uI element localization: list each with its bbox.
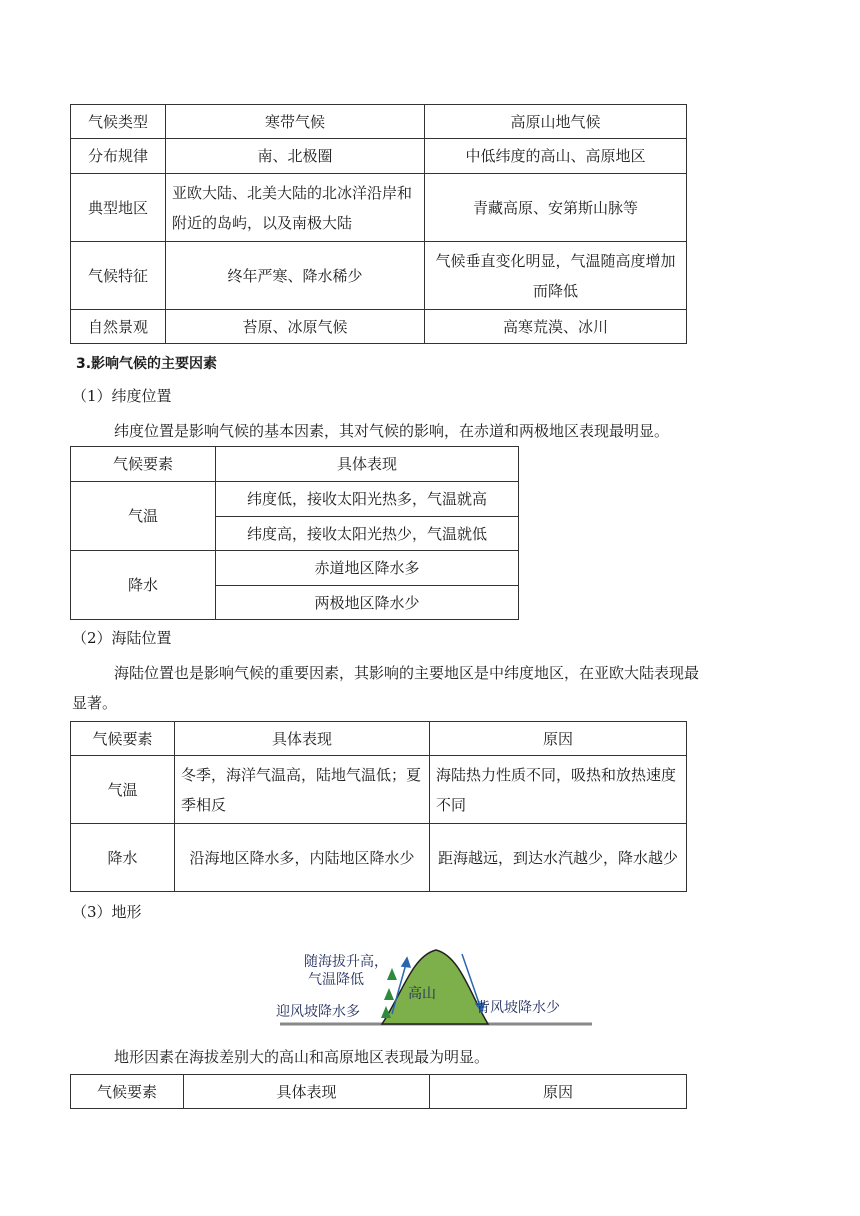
table-cell: 赤道地区降水多 bbox=[216, 551, 519, 586]
table-cell: 寒带气候 bbox=[166, 105, 425, 139]
diagram-label: 背风坡降水少 bbox=[476, 1000, 560, 1016]
table-header: 具体表现 bbox=[184, 1075, 430, 1109]
terrain-diagram bbox=[274, 944, 594, 1036]
table-cell: 气候类型 bbox=[71, 105, 166, 139]
table-row bbox=[71, 482, 519, 517]
table-cell: 终年严寒、降水稀少 bbox=[166, 242, 425, 310]
table-row bbox=[71, 1075, 687, 1109]
table-cell: 海陆热力性质不同，吸热和放热速度不同 bbox=[430, 756, 687, 824]
table-row bbox=[71, 174, 687, 242]
table-header: 具体表现 bbox=[175, 722, 430, 756]
table-cell: 纬度高，接收太阳光热少，气温就低 bbox=[216, 517, 519, 551]
subsection-heading: （1）纬度位置 bbox=[72, 387, 172, 405]
table-row bbox=[71, 242, 687, 310]
paragraph: 地形因素在海拔差别大的高山和高原地区表现最为明显。 bbox=[114, 1048, 490, 1066]
section-heading: 3.影响气候的主要因素 bbox=[76, 356, 218, 372]
table-cell: 南、北极圈 bbox=[166, 139, 425, 174]
table-row bbox=[71, 551, 519, 586]
table-row bbox=[71, 447, 519, 482]
terrain-table bbox=[70, 1074, 687, 1109]
table-row bbox=[71, 824, 687, 892]
diagram-label: 随海拔升高， bbox=[304, 954, 388, 970]
table-row bbox=[71, 139, 687, 174]
table-row bbox=[71, 722, 687, 756]
table-cell: 两极地区降水少 bbox=[216, 586, 519, 620]
diagram-label: 高山 bbox=[408, 986, 436, 1002]
subsection-heading: （2）海陆位置 bbox=[72, 629, 172, 647]
landsea-table bbox=[70, 721, 687, 892]
table-cell: 距海越远，到达水汽越少，降水越少 bbox=[430, 824, 687, 892]
table-cell: 降水 bbox=[71, 824, 175, 892]
table-cell: 自然景观 bbox=[71, 310, 166, 344]
table-header: 原因 bbox=[430, 1075, 687, 1109]
table-cell: 沿海地区降水多，内陆地区降水少 bbox=[175, 824, 430, 892]
table-header: 具体表现 bbox=[216, 447, 519, 482]
table-cell: 冬季，海洋气温高，陆地气温低；夏季相反 bbox=[175, 756, 430, 824]
table-cell: 气候特征 bbox=[71, 242, 166, 310]
table-row bbox=[71, 310, 687, 344]
latitude-table bbox=[70, 446, 519, 620]
table-cell: 降水 bbox=[71, 551, 216, 620]
table-cell: 高寒荒漠、冰川 bbox=[425, 310, 687, 344]
table-row bbox=[71, 105, 687, 139]
paragraph: 海陆位置也是影响气候的重要因素，其影响的主要地区是中纬度地区，在亚欧大陆表现最 bbox=[114, 664, 700, 682]
table-cell: 中低纬度的高山、高原地区 bbox=[425, 139, 687, 174]
diagram-label: 迎风坡降水多 bbox=[276, 1004, 360, 1020]
paragraph: 显著。 bbox=[72, 694, 118, 712]
table-cell: 纬度低，接收太阳光热多，气温就高 bbox=[216, 482, 519, 517]
table-cell: 青藏高原、安第斯山脉等 bbox=[425, 174, 687, 242]
subsection-heading: （3）地形 bbox=[72, 903, 142, 921]
table-cell: 分布规律 bbox=[71, 139, 166, 174]
table-row bbox=[71, 756, 687, 824]
climate-type-table bbox=[70, 104, 687, 344]
table-cell: 气温 bbox=[71, 756, 175, 824]
diagram-label: 气温降低 bbox=[308, 972, 364, 988]
table-cell: 亚欧大陆、北美大陆的北冰洋沿岸和附近的岛屿，以及南极大陆 bbox=[166, 174, 425, 242]
table-header: 气候要素 bbox=[71, 447, 216, 482]
table-cell: 苔原、冰原气候 bbox=[166, 310, 425, 344]
table-cell: 气候垂直变化明显，气温随高度增加而降低 bbox=[425, 242, 687, 310]
table-cell: 高原山地气候 bbox=[425, 105, 687, 139]
table-cell: 典型地区 bbox=[71, 174, 166, 242]
table-header: 原因 bbox=[430, 722, 687, 756]
table-cell: 气温 bbox=[71, 482, 216, 551]
table-header: 气候要素 bbox=[71, 722, 175, 756]
paragraph: 纬度位置是影响气候的基本因素，其对气候的影响，在赤道和两极地区表现最明显。 bbox=[114, 422, 670, 440]
table-header: 气候要素 bbox=[71, 1075, 184, 1109]
